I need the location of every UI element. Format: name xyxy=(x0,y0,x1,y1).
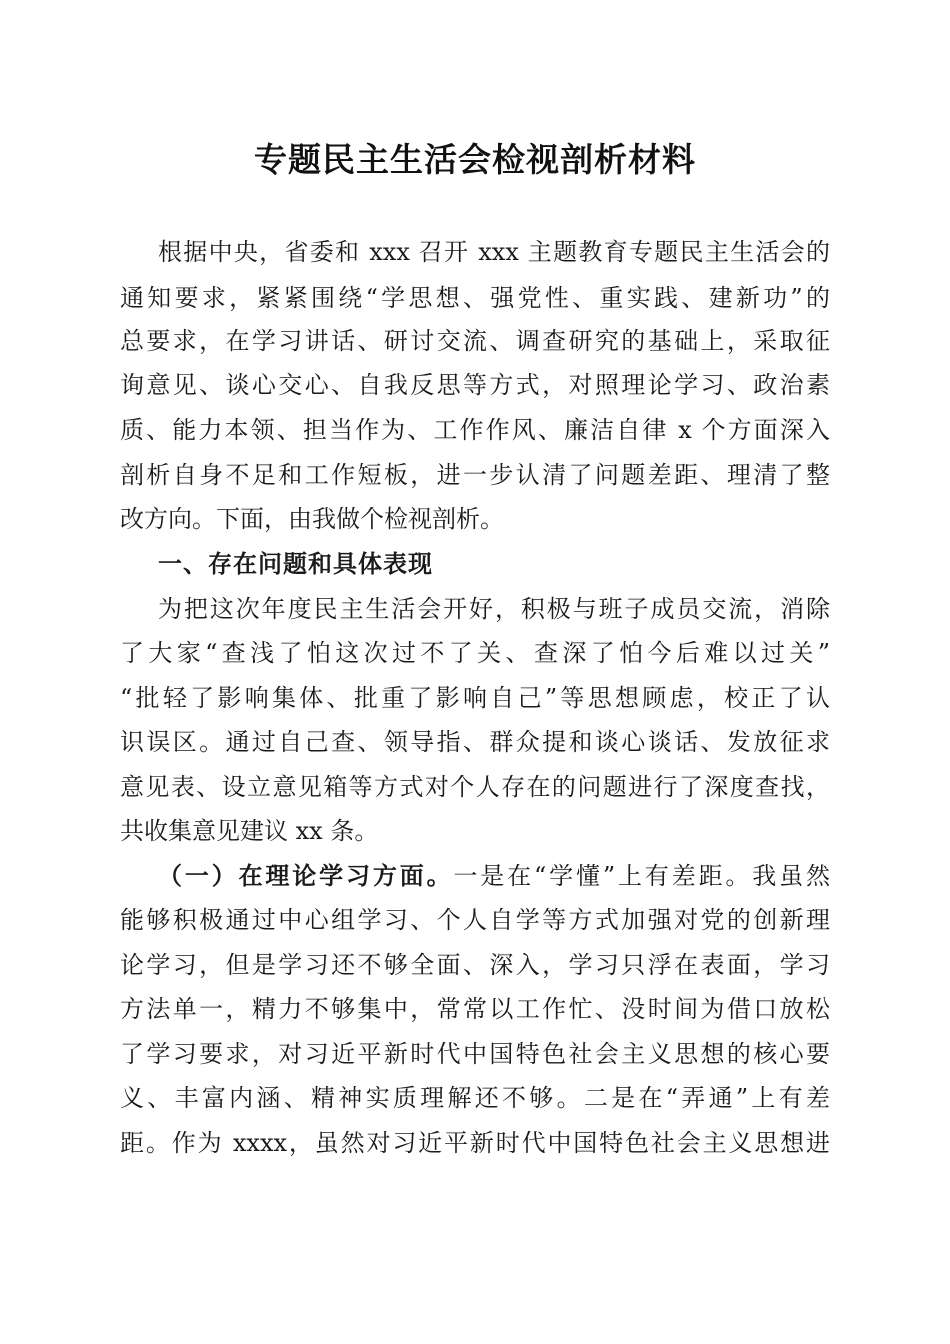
section-line-3: “批轻了影响集体、批重了影响自己”等思想顾虑，校正了认 xyxy=(120,684,830,712)
subsection-line-1 xyxy=(158,860,830,892)
subsection-line-2: 能够积极通过中心组学习、个人自学等方式加强对党的创新理 xyxy=(120,906,830,934)
section-line-2: 了大家“查浅了怕这次过不了关、查深了怕今后难以过关” xyxy=(120,639,830,667)
intro-line-1: 根据中央，省委和 xxx 召开 xxx 主题教育专题民主生活会的 xyxy=(158,238,830,266)
intro-line-2: 通知要求，紧紧围绕“学思想、强党性、重实践、建新功”的 xyxy=(120,284,830,312)
section-line-1: 为把这次年度民主生活会开好，积极与班子成员交流，消除 xyxy=(158,595,830,623)
subsection-line-3: 论学习，但是学习还不够全面、深入，学习只浮在表面，学习 xyxy=(120,951,830,979)
subsection-line-5: 了学习要求，对习近平新时代中国特色社会主义思想的核心要 xyxy=(120,1040,830,1068)
subsection-line-6: 义、丰富内涵、精神实质理解还不够。二是在“弄通”上有差 xyxy=(120,1084,830,1112)
intro-line-6: 剖析自身不足和工作短板，进一步认清了问题差距、理清了整 xyxy=(120,461,830,489)
subsection-line-7: 距。作为 xxxx，虽然对习近平新时代中国特色社会主义思想进 xyxy=(120,1129,830,1157)
section-line-5: 意见表、设立意见箱等方式对个人存在的问题进行了深度查找， xyxy=(120,773,830,801)
subsection-first-line-rest: 一是在“学懂”上有差距。我虽然 xyxy=(453,862,831,890)
document-title: 专题民主生活会检视剖析材料 xyxy=(254,140,696,179)
intro-line-4: 询意见、谈心交心、自我反思等方式，对照理论学习、政治素 xyxy=(120,371,830,399)
intro-line-5: 质、能力本领、担当作为、工作作风、廉洁自律 x 个方面深入 xyxy=(120,416,830,444)
intro-line-7: 改方向。下面，由我做个检视剖析。 xyxy=(120,505,504,533)
section-line-4: 识误区。通过自己查、领导指、群众提和谈心谈话、发放征求 xyxy=(120,728,830,756)
subsection-label: （一）在理论学习方面。 xyxy=(158,862,454,890)
subsection-line-4: 方法单一，精力不够集中，常常以工作忙、没时间为借口放松 xyxy=(120,995,830,1023)
section-heading: 一、存在问题和具体表现 xyxy=(158,550,433,578)
section-line-6: 共收集意见建议 xx 条。 xyxy=(120,817,379,845)
intro-line-3: 总要求，在学习讲话、研讨交流、调查研究的基础上，采取征 xyxy=(120,327,830,355)
